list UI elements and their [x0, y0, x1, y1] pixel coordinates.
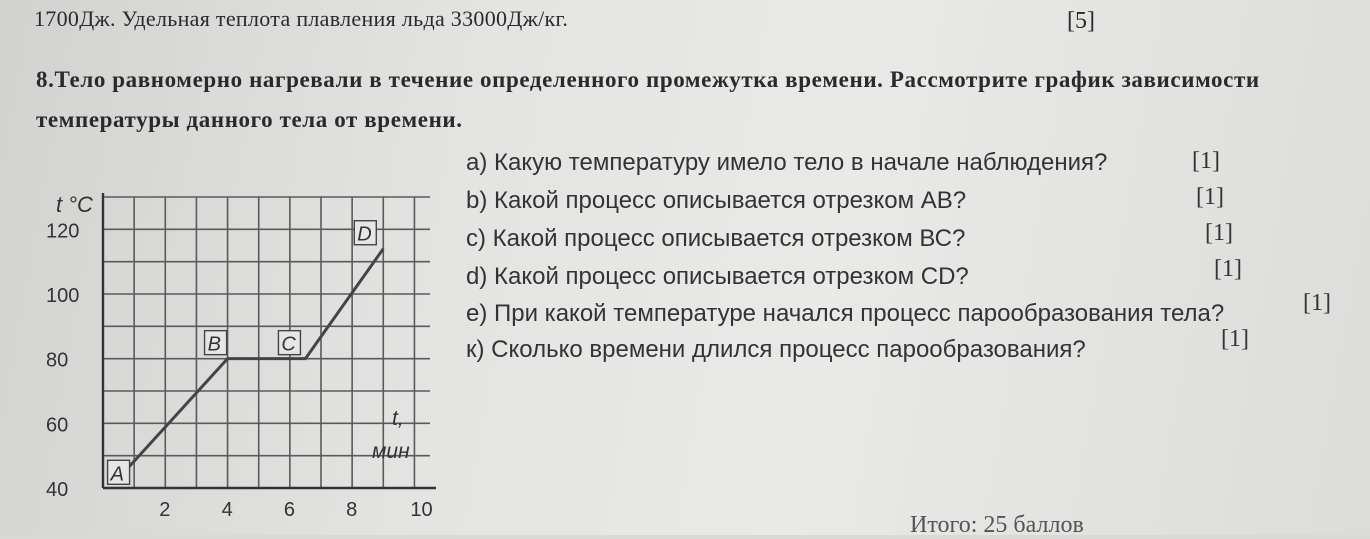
subquestion-b-mark: [1]	[1196, 184, 1224, 210]
subquestion-a: a) Какую температуру имело тело в начале наблюдения?	[466, 149, 1108, 176]
x-tick-label: 2	[159, 499, 171, 521]
y-tick-label: 100	[46, 285, 80, 307]
subquestion-k: к) Сколько времени длился процесс парообразования?	[466, 336, 1086, 363]
x-tick-label: 6	[283, 499, 295, 521]
x-tick-label: 4	[221, 499, 233, 521]
point-label-b: B	[207, 333, 221, 356]
previous-question-mark: [5]	[1067, 8, 1095, 34]
temperature-curve	[119, 249, 384, 479]
temperature-time-graph	[0, 0, 460, 535]
y-tick-label: 40	[46, 479, 69, 501]
subquestion-a-mark: [1]	[1192, 148, 1220, 174]
subquestion-d: d) Какой процесс описывается отрезком CD?	[466, 263, 969, 290]
subquestion-b: b) Какой процесс описывается отрезком АВ?	[466, 187, 967, 214]
subquestion-d-mark: [1]	[1214, 256, 1242, 282]
question-8-heading: 8.Тело равномерно нагревали в течение определенного промежутка времени. Рассмотрите график зависимости температуры данного тела от времени.	[36, 67, 1260, 132]
y-tick-label: 120	[46, 220, 80, 243]
subquestion-e-mark: [1]	[1303, 290, 1331, 316]
y-axis-label: t °C	[56, 192, 93, 217]
point-label-d: D	[357, 223, 372, 246]
x-axis-label: t, мин	[372, 407, 410, 463]
x-tick-label: 10	[410, 499, 433, 521]
subquestion-c-mark: [1]	[1205, 220, 1233, 246]
subquestion-e: e) При какой температуре начался процесс парообразования тела?	[466, 300, 1225, 327]
y-tick-label: 80	[46, 349, 69, 372]
y-tick-label: 60	[46, 414, 69, 437]
point-label-c: C	[281, 333, 296, 356]
subquestion-c: c) Какой процесс описывается отрезком ВС?	[466, 225, 966, 252]
point-label-a: A	[110, 463, 124, 486]
subquestion-k-mark: [1]	[1221, 326, 1249, 352]
previous-question-tail: 1700Дж. Удельная теплота плавления льда 33000Дж/кг.	[34, 6, 569, 31]
x-tick-label: 8	[346, 499, 358, 521]
total-score-text: Итого: 25 баллов	[910, 512, 1084, 538]
